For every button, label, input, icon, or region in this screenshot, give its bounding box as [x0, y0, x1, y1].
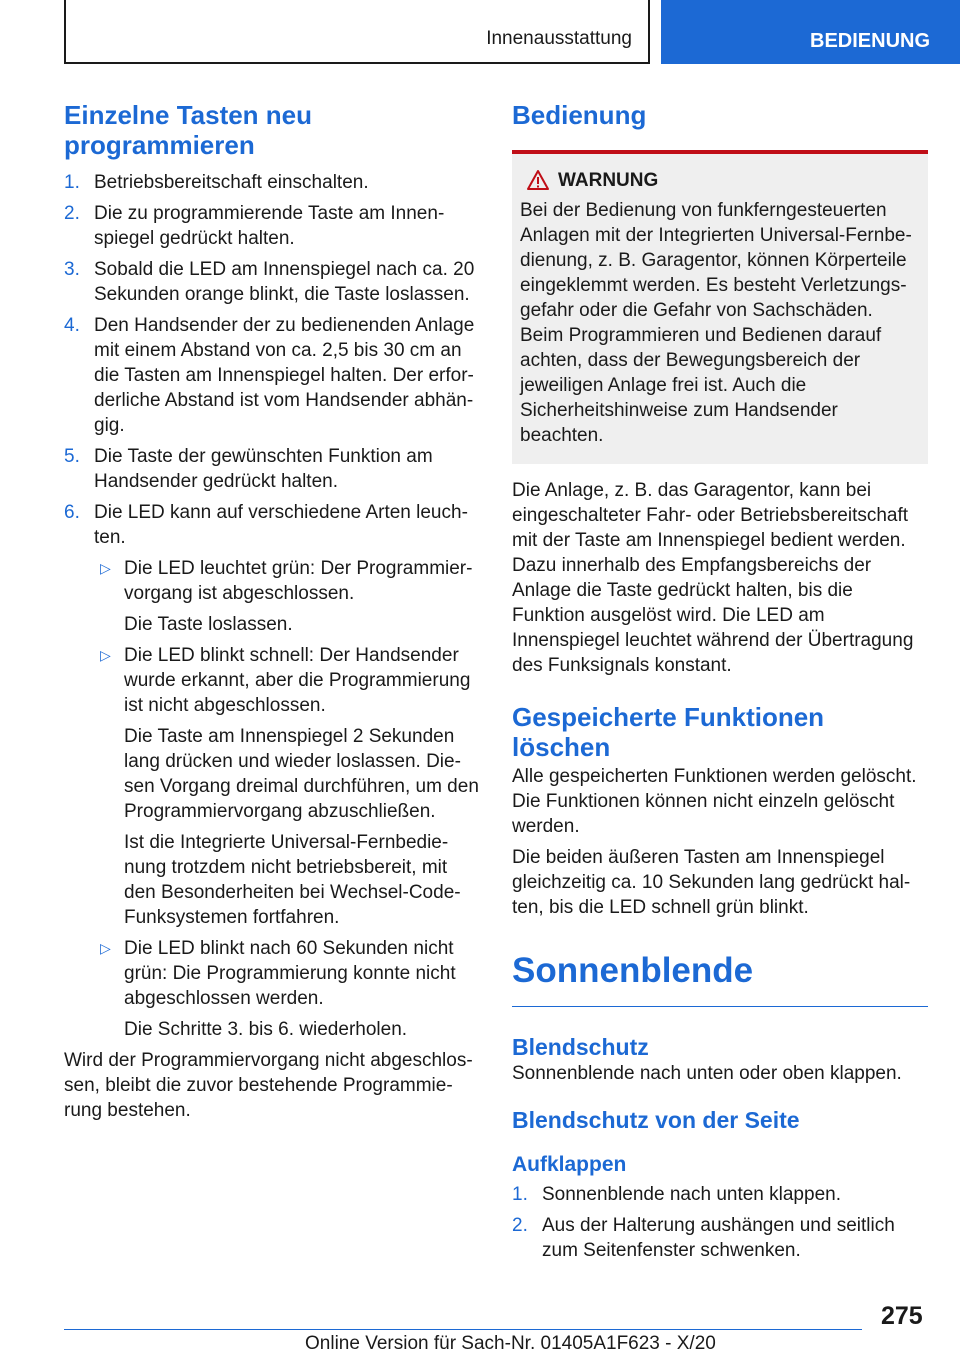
heading-blendschutz: Blendschutz [512, 1034, 649, 1060]
heading-bedienung: Bedienung [512, 100, 647, 130]
heading-einzelne-tasten: Einzelne Tasten neu programmieren [64, 100, 313, 160]
chapter-tab [661, 0, 960, 64]
programming-steps [64, 170, 480, 1042]
chapter-title: BEDIENUNG [810, 30, 931, 52]
triangle-bullet-icon: ▷ [100, 647, 111, 663]
triangle-bullet-icon: ▷ [100, 560, 111, 576]
step-item: 2. Aus der Halterung aushängen und seitlich zum Seitenfenster schwenken. [512, 1215, 895, 1261]
paragraph-anlage: Die Anlage, z. B. das Garagentor, kann bei eingeschalteter Fahr- oder Betriebsbereitschaft mit der Taste am Innenspiegel bedient werden. Dazu innerhalb des Empfangsbereichs der Anlage die Taste gedrückt halten, bis die Funktion ausgelöst wird. Die LED am Innenspiegel leuchtet während der Übertragung des Funksignals konstant. [512, 480, 914, 676]
led-state-item: ▷ Die LED blinkt schnell: Der Handsender wurde erkannt, aber die Programmierung ist nicht abgeschlossen. Die Taste am Innenspiegel 2 Sekunden lang drücken und wieder loslassen. Diesen Vorgang dreimal durchführen, um den Programmiervorgang abzuschließen. Ist die Integrierte Universal-Fernbedienung trotzdem nicht betriebsbereit, mit den Besonderheiten bei Wechsel-Code-Funksystemen fortfahren. [100, 645, 479, 928]
triangle-bullet-icon: ▷ [100, 940, 111, 956]
step-item: 1. Sonnenblende nach unten klappen. [512, 1184, 841, 1205]
warning-body: Bei der Bedienung von funkferngesteuerten Anlagen mit der Integrierten Universal-Fernbedienung, z. B. Garagentor, können Körperteile eingeklemmt werden. Es besteht Verletzungsgefahr oder die Gefahr von Sachschäden. Beim Programmieren und Bedienen darauf achten, dass der Bewegungsbereich der jeweiligen Anlage frei ist. Auch die Sicherheitshinweise zum Handsender beachten. [520, 200, 912, 446]
warning-triangle-icon [526, 169, 550, 191]
footer-text: Online Version für Sach-Nr. 01405A1F623 - X/20 [305, 1333, 716, 1354]
step-item: 1. Betriebsbereitschaft einschalten. [64, 172, 369, 193]
heading-sonnenblende: Sonnenblende [512, 951, 754, 990]
header-section-box [64, 0, 650, 64]
page-number: 275 [881, 1302, 923, 1330]
heading-aufklappen: Aufklappen [512, 1153, 627, 1176]
section-title: Innenausstattung [486, 28, 632, 49]
step-item: 2. Die zu programmierende Taste am Innenspiegel gedrückt halten. [64, 203, 445, 249]
right-column [512, 100, 928, 1269]
warning-box [512, 150, 928, 464]
aufklappen-steps [512, 1182, 928, 1263]
led-state-list [94, 556, 480, 1042]
footer-divider [64, 1329, 862, 1330]
step-item: 5. Die Taste der gewünschten Funktion am Handsender gedrückt halten. [64, 446, 433, 492]
led-state-item: ▷ Die LED blinkt nach 60 Sekunden nicht grün: Die Programmierung konnte nicht abgeschlossen werden. Die Schritte 3. bis 6. wiederholen. [100, 938, 456, 1040]
step-item: 4. Den Handsender der zu bedienenden Anlage mit einem Abstand von ca. 2,5 bis 30 cm an die Tasten am Innenspiegel halten. Der erforderliche Abstand ist vom Handsender abhängig. [64, 315, 475, 436]
paragraph-tasten: Die beiden äußeren Tasten am Innenspiegel gleichzeitig ca. 10 Sekunden lang gedrückt halten, bis die LED schnell grün blinkt. [512, 847, 911, 918]
paragraph-blendschutz: Sonnenblende nach unten oder oben klappen. [512, 1063, 902, 1084]
heading-blendschutz-seite: Blendschutz von der Seite [512, 1107, 800, 1133]
left-column [64, 100, 480, 1129]
paragraph-loeschen: Alle gespeicherten Funktionen werden gelöscht. Die Funktionen können nicht einzeln gelöscht werden. [512, 766, 917, 837]
heading-funktionen-loeschen: Gespeicherte Funktionen löschen [512, 702, 825, 762]
closing-paragraph: Wird der Programmiervorgang nicht abgeschlossen, bleibt die zuvor bestehende Programmierung bestehen. [64, 1050, 473, 1121]
warning-title: WARNUNG [520, 168, 920, 194]
section-divider [512, 1006, 928, 1007]
step-item: 6. Die LED kann auf verschiedene Arten leuchten. ▷ Die LED leuchtet grün: Der Programmiervorgang ist abgeschlossen. Die Taste loslassen. ▷ Die LED blinkt schnell: Der Handsender wurde erkannt, aber die Programmierung ist nicht abgeschlossen. Die Taste am Innenspiegel 2 Sekunden lang drücken und wieder loslassen. Diesen Vorgang dreimal durchführen, um den Programmiervorgang abzuschließen. Ist die Integrierte Universal-Fernbedienung trotzdem nicht betriebsbereit, mit den Besonderheiten bei Wechsel-Code-Funksystemen fortfahren. ▷ Die LED blinkt nach 60 Sekunden nicht grün: Die Programmierung konnte nicht abgeschlossen werden. Die Schritte 3. bis 6. wiederholen. [64, 502, 479, 1040]
step-item: 3. Sobald die LED am Innenspiegel nach ca. 20 Sekunden orange blinkt, die Taste loslassen. [64, 259, 475, 305]
led-state-item: ▷ Die LED leuchtet grün: Der Programmiervorgang ist abgeschlossen. Die Taste loslassen. [100, 558, 473, 635]
